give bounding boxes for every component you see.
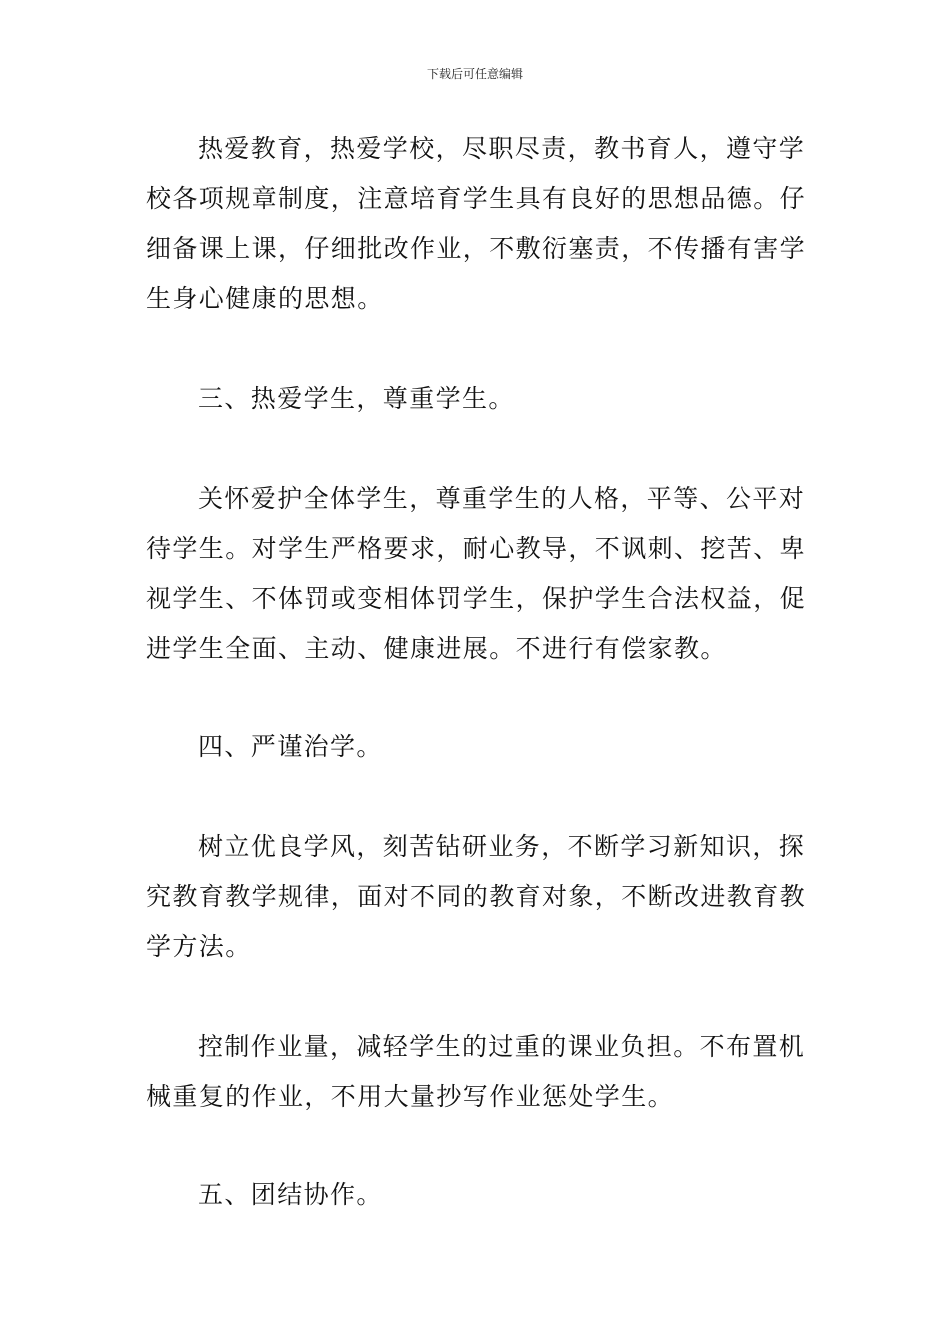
section-heading-five: 五、团结协作。 (198, 1180, 383, 1209)
header-note: 下载后可任意编辑 (426, 67, 523, 81)
paragraph-rigorous-study: 树立优良学风，刻苦钻研业务，不断学习新知识，探究教育教学规律，面对不同的教育对象，不断改进教育教学方法。 (146, 832, 807, 961)
section-heading-three: 三、热爱学生，尊重学生。 (198, 384, 515, 413)
paragraph-homework-load: 控制作业量，减轻学生的过重的课业负担。不布置机械重复的作业，不用大量抄写作业惩处学生。 (146, 1032, 806, 1111)
paragraph-duties: 热爱教育，热爱学校，尽职尽责，教书育人，遵守学校各项规章制度，注意培育学生具有良好的思想品德。仔细备课上课，仔细批改作业，不敷衍塞责，不传播有害学生身心健康的思想。 (146, 134, 807, 313)
section-heading-four: 四、严谨治学。 (198, 732, 383, 761)
paragraph-care-students: 关怀爱护全体学生，尊重学生的人格，平等、公平对待学生。对学生严格要求，耐心教导，不讽刺、挖苦、卑视学生、不体罚或变相体罚学生，保护学生合法权益，促进学生全面、主动、健康进展。不进行有偿家教。 (146, 484, 807, 663)
